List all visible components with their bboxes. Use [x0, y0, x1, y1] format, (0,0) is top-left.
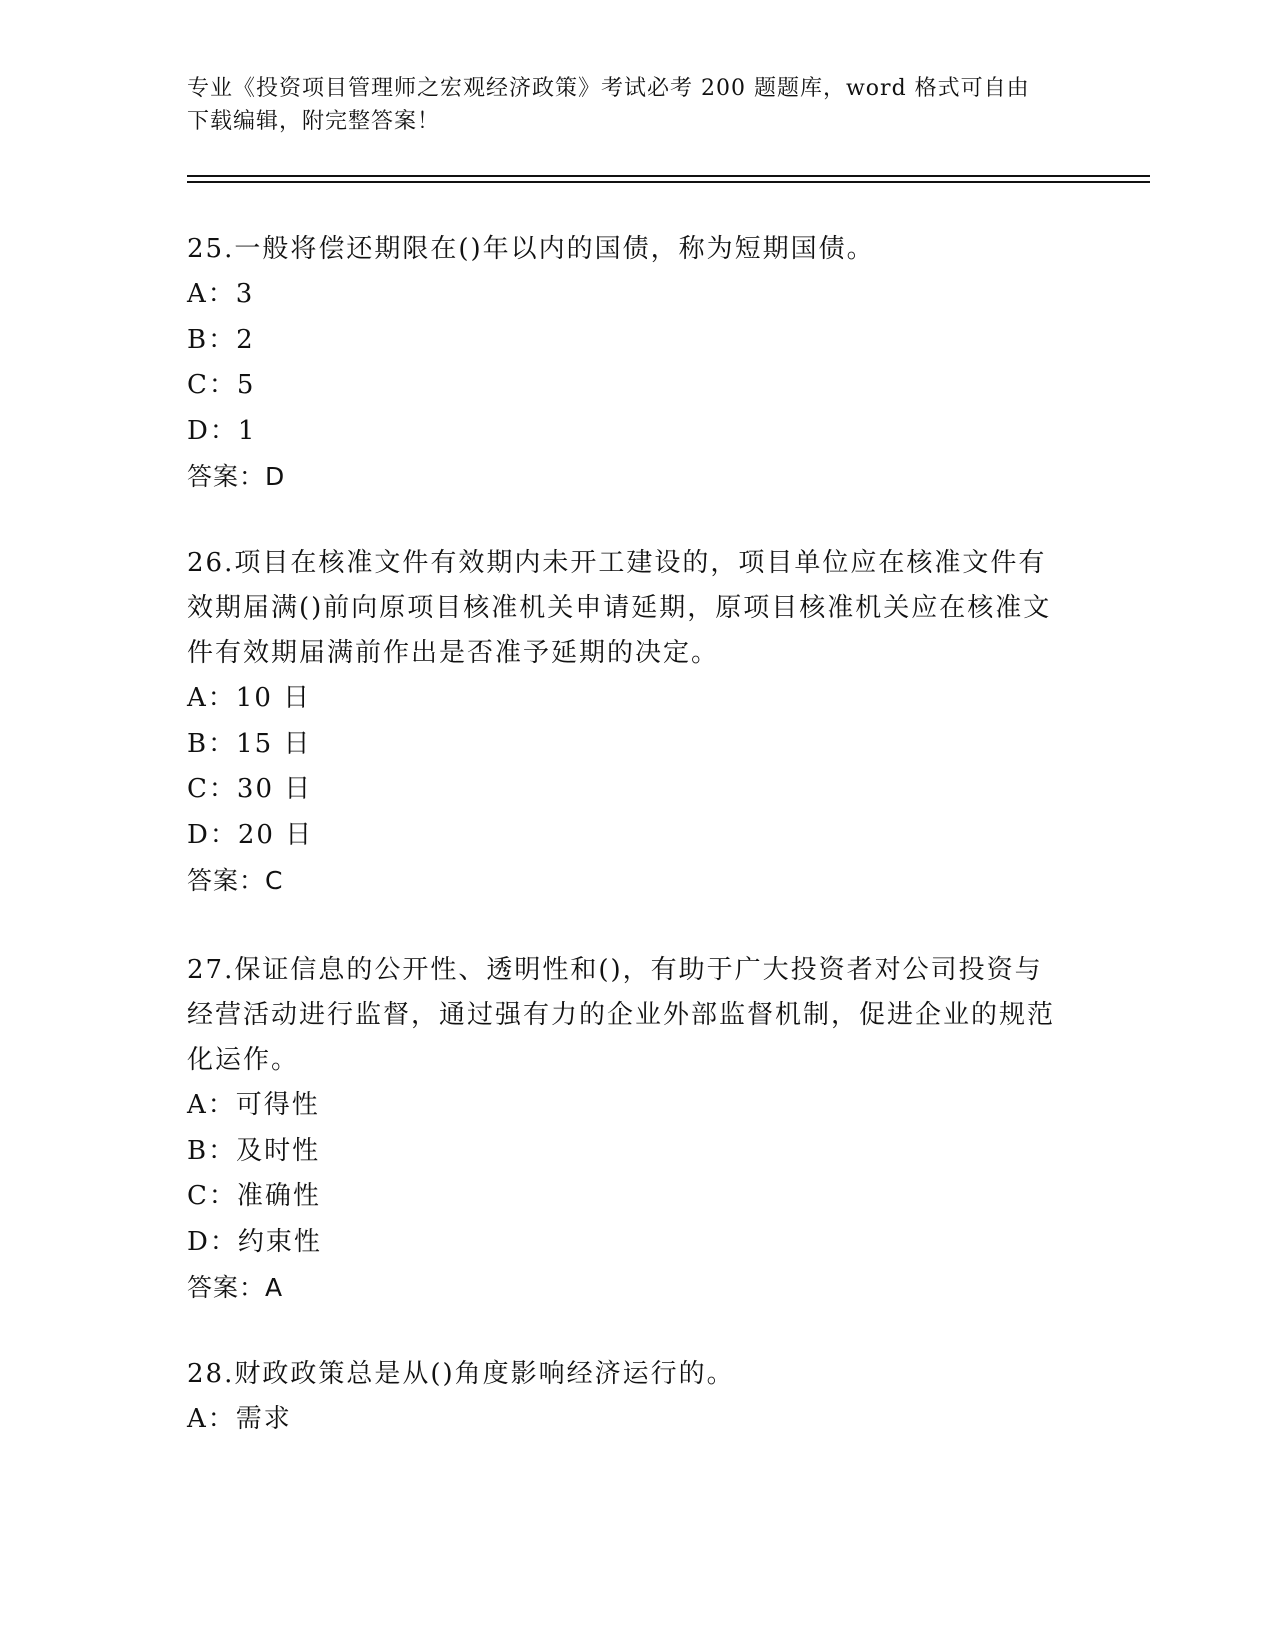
answer-line [187, 858, 1067, 903]
option-key: A： [187, 683, 236, 713]
option-c [187, 363, 1067, 409]
option-value: 3 [235, 279, 255, 309]
option-value: 5 [236, 370, 256, 400]
option-key: C： [187, 1181, 237, 1211]
option-key: D： [187, 415, 238, 446]
option-value: 2 [236, 324, 255, 355]
document-header [187, 72, 1087, 138]
option-c [187, 1174, 1067, 1220]
option-d [187, 813, 1067, 859]
answer-line [187, 1265, 1067, 1310]
header-divider-bottom [187, 181, 1150, 183]
option-key: A： [187, 279, 236, 309]
option-key: A： [187, 1090, 236, 1120]
option-key: C： [187, 370, 237, 400]
header-line-1: 专业《投资项目管理师之宏观经济政策》考试必考 200 题题库，word 格式可自由 [187, 76, 1030, 101]
answer-label: 答案： [187, 462, 266, 491]
answer-value: C [265, 866, 284, 895]
header-divider-top [187, 175, 1150, 177]
option-value: 可得性 [235, 1090, 320, 1120]
question-text: 26.项目在核准文件有效期内未开工建设的，项目单位应在核准文件有效期届满()前向原项目核准机关申请延期，原项目核准机关应在核准文件有效期届满前作出是否准予延期的决定。 [187, 548, 1052, 668]
option-d [187, 1220, 1067, 1266]
option-value: 20 日 [237, 819, 314, 850]
question-26 [187, 541, 1067, 903]
option-value: 1 [237, 415, 257, 446]
question-28 [187, 1352, 1067, 1443]
header-line-2: 下载编辑，附完整答案！ [187, 109, 441, 134]
option-d [187, 409, 1067, 455]
question-text: 25.一般将偿还期限在()年以内的国债，称为短期国债。 [187, 234, 875, 264]
answer-value: D [265, 462, 286, 491]
question-text: 27.保证信息的公开性、透明性和()，有助于广大投资者对公司投资与经营活动进行监督，通过强有力的企业外部监督机制，促进企业的规范化运作。 [187, 955, 1056, 1075]
option-key: D： [187, 819, 238, 850]
option-value: 10 日 [235, 683, 312, 713]
option-b [187, 1129, 1067, 1175]
option-a [187, 272, 1067, 318]
option-key: D： [187, 1226, 238, 1257]
answer-value: A [265, 1273, 284, 1302]
answer-line [187, 454, 1067, 499]
answer-label: 答案： [187, 866, 266, 895]
option-key: A： [187, 1404, 236, 1434]
question-27 [187, 948, 1067, 1310]
option-key: B： [187, 728, 237, 759]
option-key: C： [187, 774, 237, 804]
option-value: 约束性 [237, 1226, 322, 1257]
answer-label: 答案： [187, 1273, 266, 1302]
option-c [187, 767, 1067, 813]
option-value: 及时性 [236, 1135, 321, 1166]
option-a [187, 1397, 1067, 1443]
option-b [187, 318, 1067, 364]
option-value: 准确性 [236, 1181, 321, 1211]
option-value: 需求 [235, 1404, 292, 1434]
option-key: B： [187, 1135, 237, 1166]
option-value: 30 日 [236, 774, 313, 804]
option-value: 15 日 [236, 728, 312, 759]
question-25 [187, 227, 1067, 499]
option-a [187, 1083, 1067, 1129]
option-a [187, 676, 1067, 722]
option-b [187, 722, 1067, 768]
option-key: B： [187, 324, 237, 355]
question-text: 28.财政政策总是从()角度影响经济运行的。 [187, 1359, 735, 1389]
